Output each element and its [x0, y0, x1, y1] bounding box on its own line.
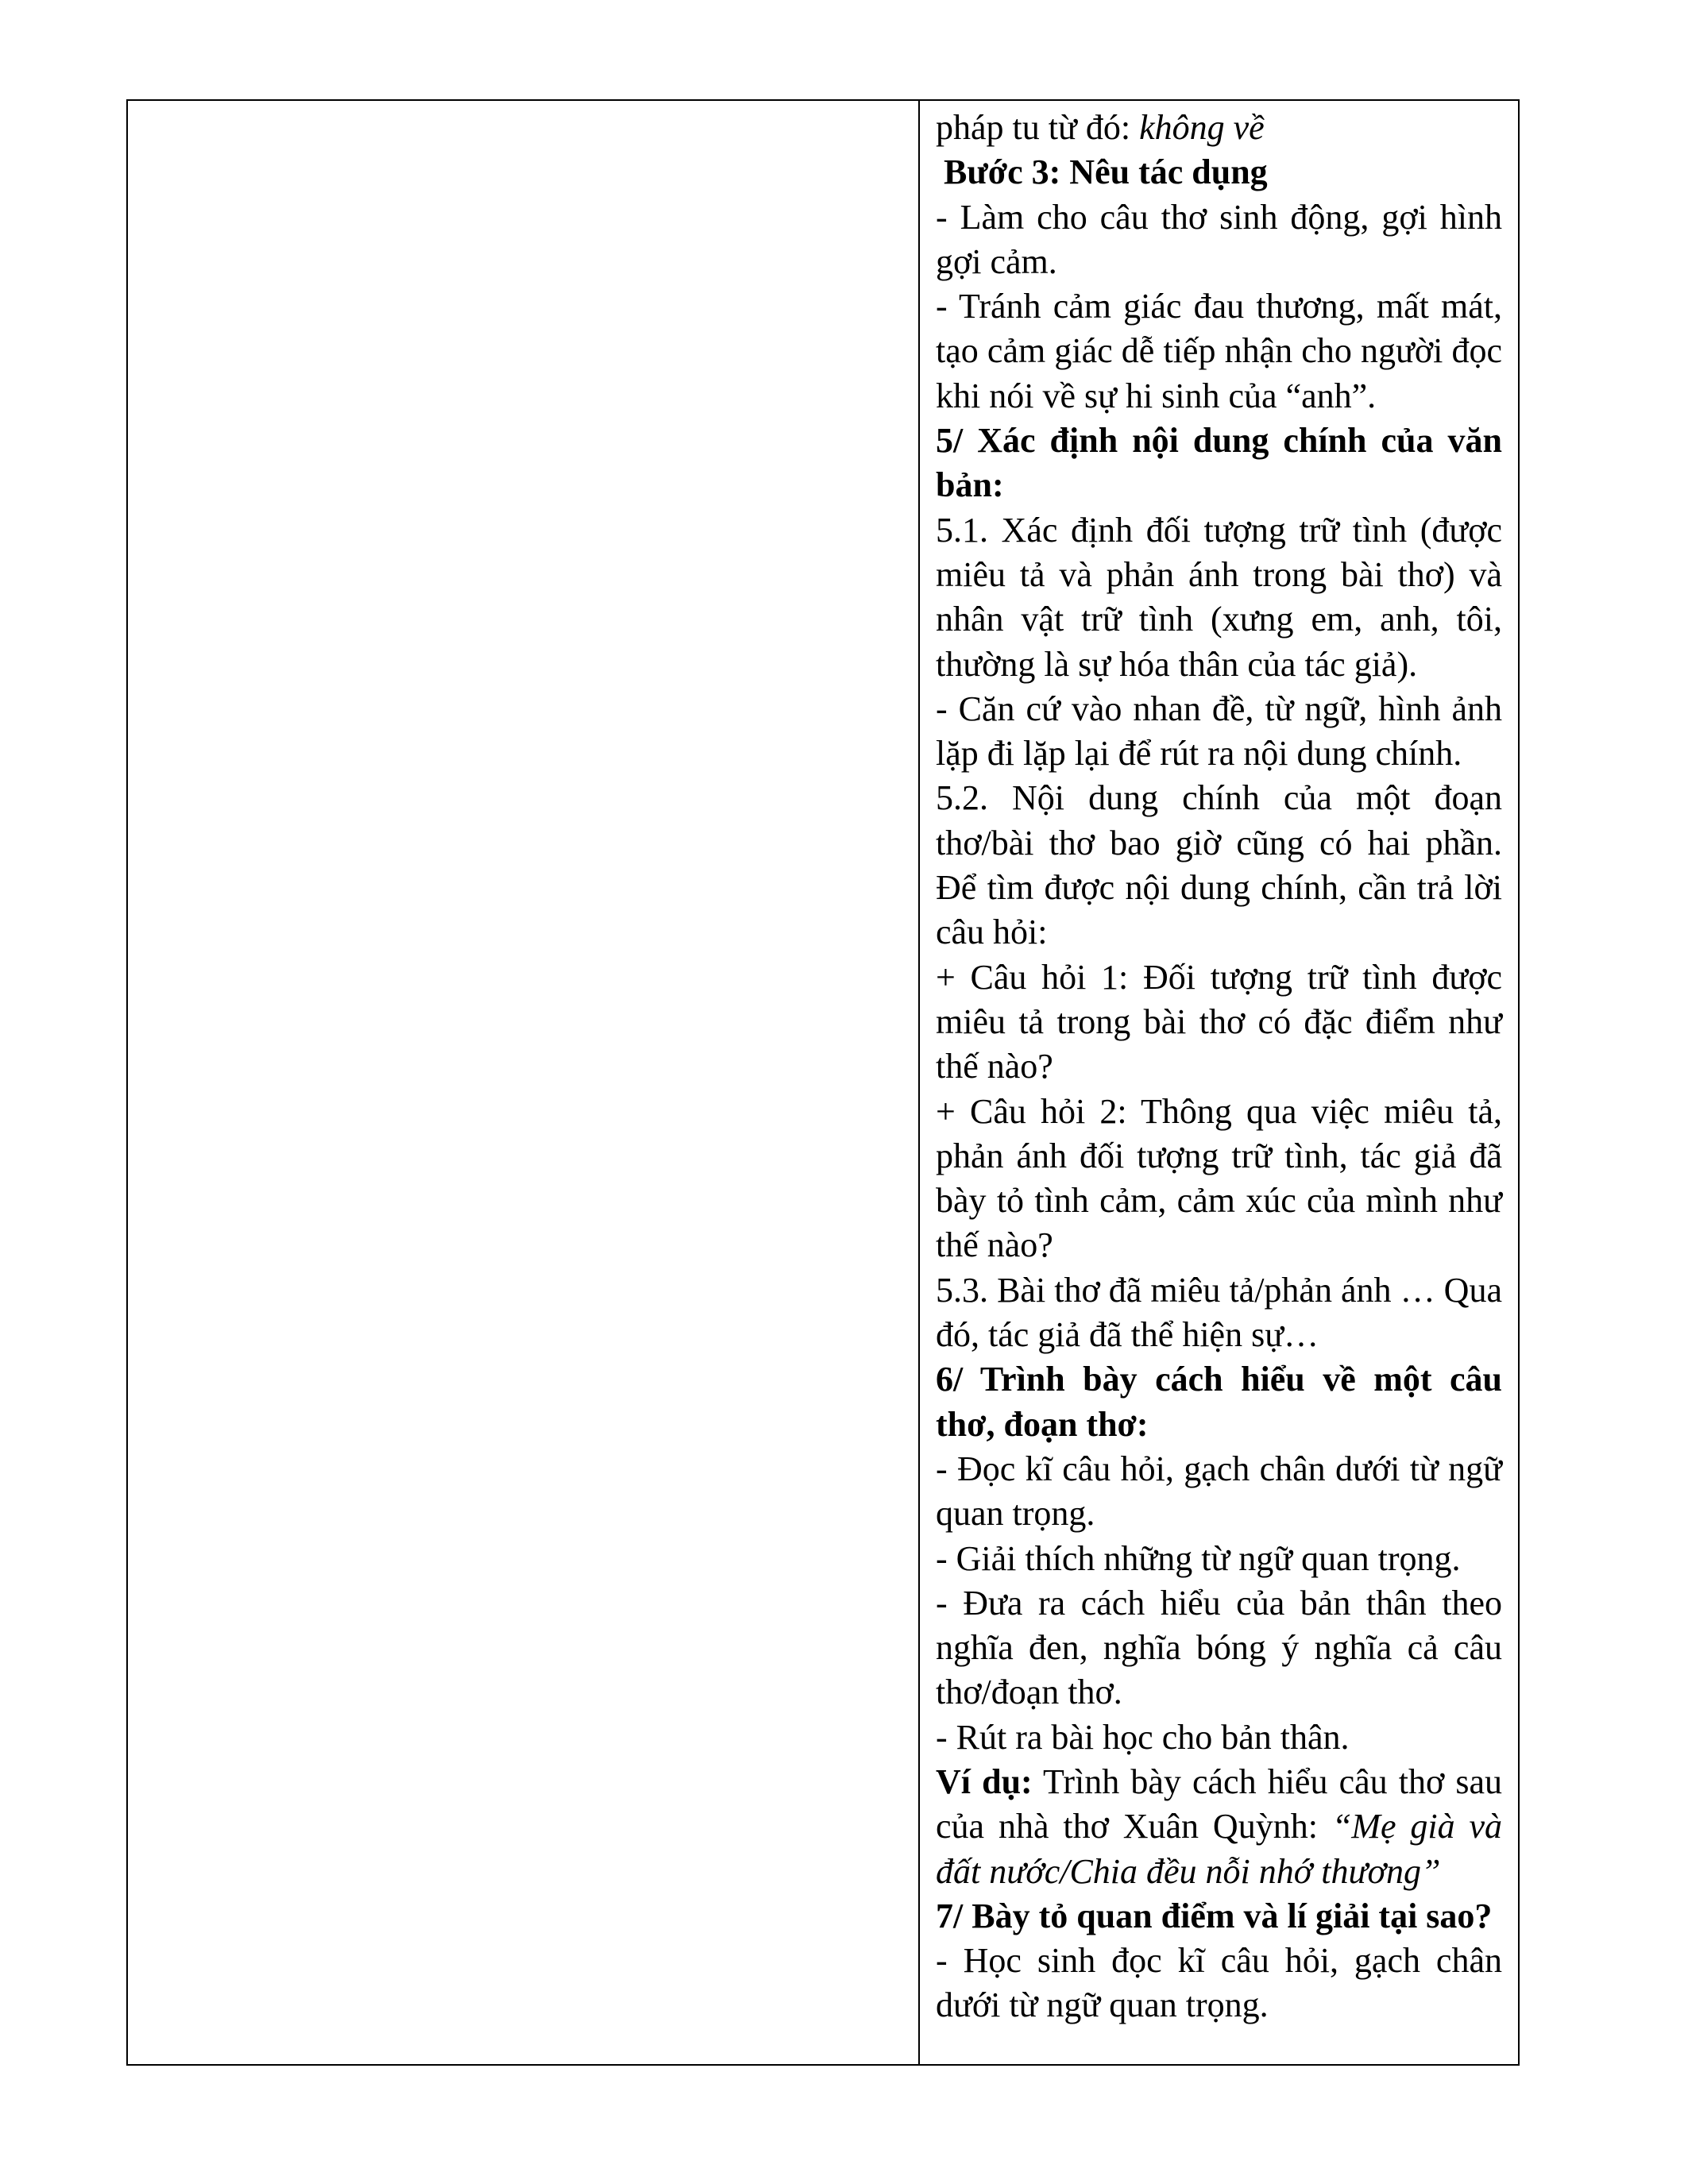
- table-left-column: [128, 101, 920, 2064]
- step3-heading: Bước 3: Nêu tác dụng: [944, 152, 1268, 192]
- effect-item-1: - Làm cho câu thơ sinh động, gợi hình gợi cảm.: [936, 197, 1502, 281]
- section6-item-1: - Đọc kĩ câu hỏi, gạch chân dưới từ ngữ quan trọng.: [936, 1449, 1502, 1534]
- section7-item-1: - Học sinh đọc kĩ câu hỏi, gạch chân dưới từ ngữ quan trọng.: [936, 1941, 1502, 2025]
- question-1: + Câu hỏi 1: Đối tượng trữ tình được miêu tả trong bài thơ có đặc điểm như thế nào?: [936, 957, 1502, 1086]
- section6-item-3: - Đưa ra cách hiểu của bản thân theo nghĩa đen, nghĩa bóng ý nghĩa cả câu thơ/đoạn thơ.: [936, 1583, 1502, 1712]
- line-rhetoric-device: [936, 106, 1502, 150]
- content-table: [126, 99, 1520, 2066]
- example-paragraph: [936, 1760, 1502, 1894]
- example-label: Ví dụ:: [936, 1761, 1033, 1801]
- italic-phrase: không về: [1139, 108, 1265, 147]
- example-quote: “Mẹ già và đất nước/Chia đều nỗi nhớ thương”: [936, 1807, 1503, 1891]
- section6-item-2: - Giải thích những từ ngữ quan trọng.: [936, 1538, 1461, 1578]
- paragraph-5-1: 5.1. Xác định đối tượng trữ tình (được miêu tả và phản ánh trong bài thơ) và nhân vật trữ tình (xưng em, anh, tôi, thường là sự hóa thân của tác giả).: [936, 510, 1502, 684]
- question-2: + Câu hỏi 2: Thông qua việc miêu tả, phản ánh đối tượng trữ tình, tác giả đã bày tỏ tình cảm, cảm xúc của mình như thế nào?: [936, 1091, 1502, 1265]
- table-right-column: [920, 101, 1518, 2064]
- section7-heading: 7/ Bày tỏ quan điểm và lí giải tại sao?: [936, 1896, 1493, 1935]
- section6-heading: 6/ Trình bày cách hiểu về một câu thơ, đoạn thơ:: [936, 1360, 1502, 1444]
- effect-item-2: - Tránh cảm giác đau thương, mất mát, tạo cảm giác dễ tiếp nhận cho người đọc khi nói về sự hi sinh của “anh”.: [936, 287, 1502, 415]
- paragraph-5-3: 5.3. Bài thơ đã miêu tả/phản ánh … Qua đó, tác giả đã thể hiện sự…: [936, 1270, 1502, 1355]
- example-text: Trình bày cách hiểu câu thơ sau của nhà thơ Xuân Quỳnh:: [936, 1761, 1502, 1846]
- paragraph-5-1-note: - Căn cứ vào nhan đề, từ ngữ, hình ảnh lặp đi lặp lại để rút ra nội dung chính.: [936, 689, 1502, 774]
- section6-item-4: - Rút ra bài học cho bản thân.: [936, 1717, 1350, 1757]
- paragraph-5-2: 5.2. Nội dung chính của một đoạn thơ/bài thơ bao giờ cũng có hai phần. Để tìm được nội dung chính, cần trả lời câu hỏi:: [936, 778, 1502, 952]
- section5-heading: 5/ Xác định nội dung chính của văn bản:: [936, 421, 1502, 505]
- text-segment: pháp tu từ đó:: [936, 108, 1140, 147]
